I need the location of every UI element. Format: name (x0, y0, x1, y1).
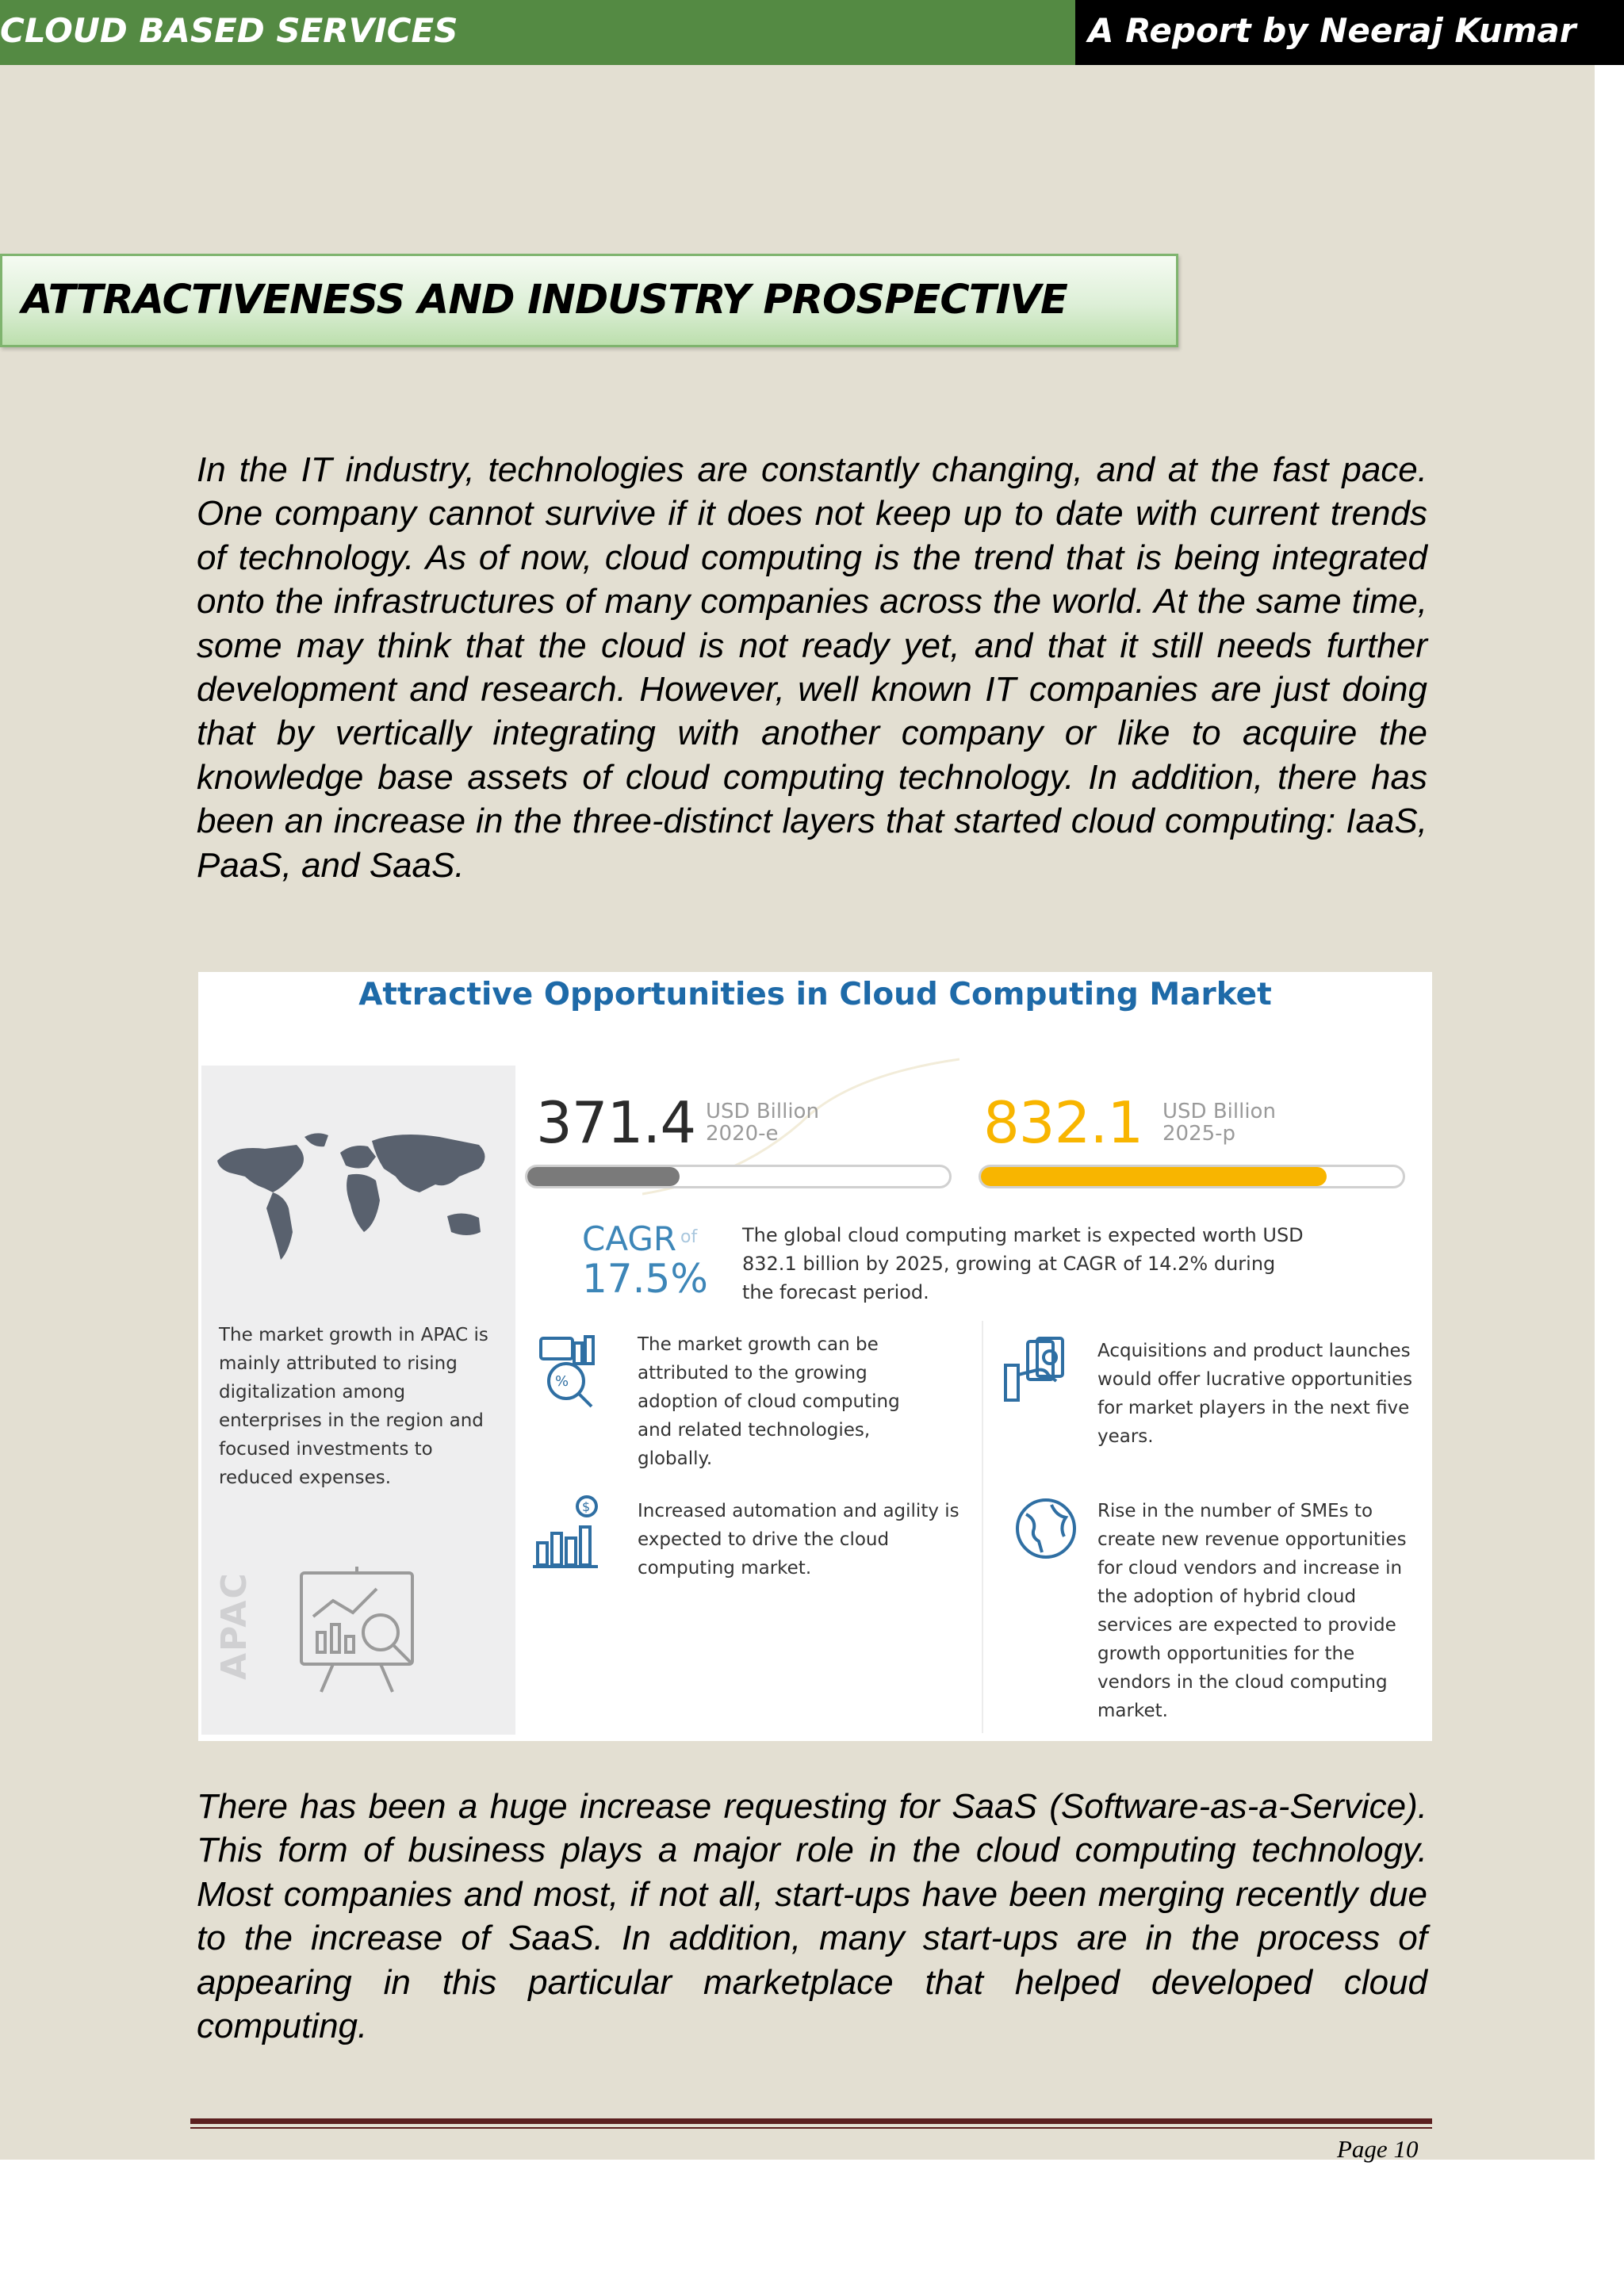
report-author: A Report by Neeraj Kumar (1088, 11, 1576, 50)
header-right-band (1075, 0, 1624, 65)
growth-point-text: The market growth can be attributed to the growing adoption of cloud computing and related technologies, globally. (638, 1334, 900, 1469)
svg-text:%: % (555, 1373, 569, 1390)
cagr-label: CAGR (582, 1219, 677, 1258)
market-value-2020: 371.4 (536, 1089, 696, 1156)
report-subject: CLOUD BASED SERVICES (0, 11, 458, 50)
market-period-2025: 2025-p (1162, 1122, 1236, 1146)
market-bar-2020-fill (527, 1167, 680, 1186)
market-period-2020: 2020-e (706, 1122, 779, 1146)
apac-label: APAC (214, 1571, 255, 1680)
money-hand-icon (1001, 1335, 1080, 1414)
svg-text:$: $ (582, 1499, 591, 1514)
intro-paragraph: In the IT industry, technologies are constantly changing, and at the fast pace. One company cannot survive if it does not keep up to date with current trends of technology. As of now, cloud computing is the trend that is being integrated onto the infrastructures of many companies across the world. At the same time, some may think that the cloud is not ready yet, and that it still needs further development and research. However, well known IT companies are just doing that by vertically integrating with another company or like to acquire the knowledge base assets of cloud computing technology. In addition, there has been an increase in the three-distinct layers that started cloud computing: IaaS, PaaS, and SaaS. (197, 450, 1427, 885)
footer-rule-thin (190, 2127, 1432, 2129)
apac-description: The market growth in APAC is mainly attributed to rising digitalization among enterprises in the region and focused investments to reduced expenses. (219, 1325, 488, 1488)
saas-paragraph: There has been a huge increase requesting for SaaS (Software-as-a-Service). This form of business plays a major role in the cloud computing technology. Most companies and most, if not all, start-ups have been merging recently due to the increase of SaaS. In addition, many start-ups are in the process of appearing in this particular marketplace that helped developed cloud computing. (197, 1787, 1427, 2046)
bar-chart-dollar-icon (531, 1495, 611, 1575)
section-title: ATTRACTIVENESS AND INDUSTRY PROSPECTIVE (21, 277, 1067, 323)
page-number: Page 10 (1337, 2135, 1419, 2163)
cagr-of: of (680, 1227, 698, 1247)
market-summary: The global cloud computing market is expected worth USD 832.1 billion by 2025, growing at CAGR of 14.2% during the forecast period. (742, 1224, 1304, 1303)
acquisitions-point-text: Acquisitions and product launches would offer lucrative opportunities for market players in the next five years. (1097, 1341, 1413, 1447)
market-value-2025: 832.1 (983, 1089, 1143, 1156)
market-bar-2025-fill (981, 1167, 1327, 1186)
cagr-value: 17.5% (582, 1256, 708, 1302)
apac-panel (201, 1066, 515, 1735)
automation-point-text: Increased automation and agility is expected to drive the cloud computing market. (638, 1501, 959, 1578)
world-map-icon (209, 1113, 503, 1272)
market-growth-icon (534, 1332, 614, 1411)
analytics-board-icon (293, 1565, 436, 1700)
column-divider (982, 1321, 983, 1733)
market-unit-2020: USD Billion (706, 1100, 819, 1123)
market-bar-2025 (979, 1165, 1405, 1188)
globe-icon (1010, 1495, 1082, 1567)
section-heading-box (0, 254, 1178, 347)
footer-rule (190, 2118, 1432, 2124)
infographic-title: Attractive Opportunities in Cloud Computing Market (358, 977, 1272, 1012)
infographic (198, 972, 1432, 1741)
smes-point-text: Rise in the number of SMEs to create new revenue opportunities for cloud vendors and increase in the adoption of hybrid cloud services are expected to provide growth opportunities for the vendors in the cloud computing market. (1097, 1501, 1407, 1721)
market-bar-2020 (525, 1165, 952, 1188)
header-left-band (0, 0, 1075, 65)
market-unit-2025: USD Billion (1162, 1100, 1276, 1123)
